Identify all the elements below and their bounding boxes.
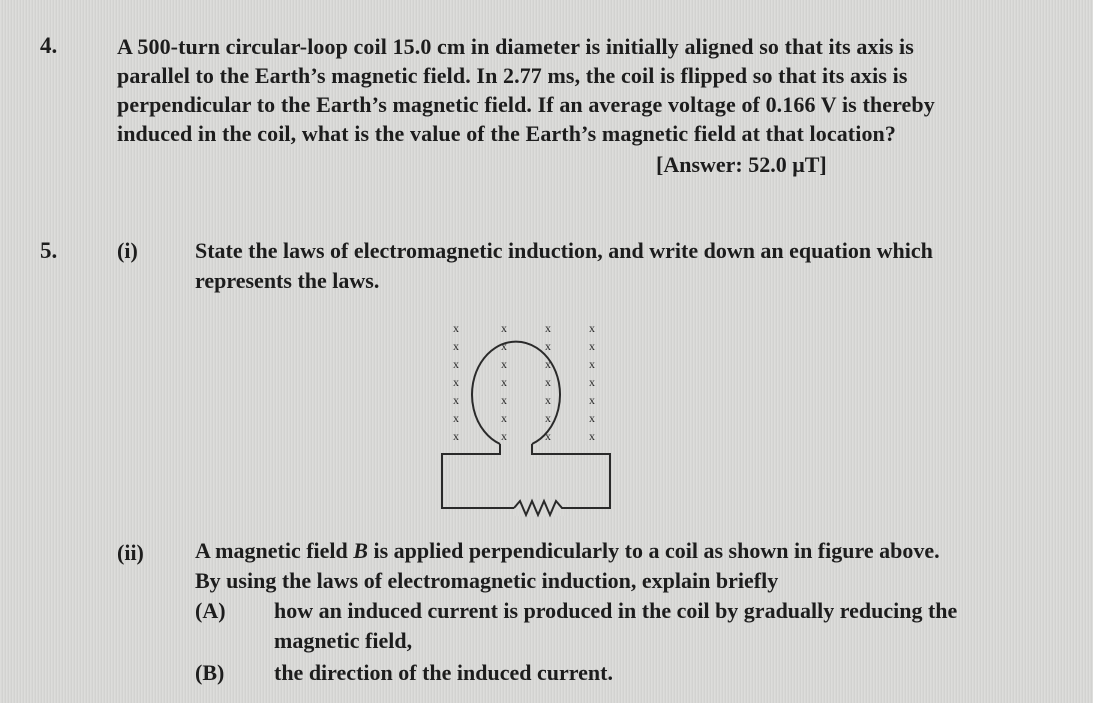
field-x-mark: x — [589, 429, 595, 443]
field-x-mark: x — [501, 429, 507, 443]
field-x-mark: x — [453, 429, 459, 443]
sub-a-line: how an induced current is produced in the coil by gradually reducing the — [274, 598, 958, 623]
field-x-mark: x — [453, 411, 459, 425]
field-x-mark: x — [589, 393, 595, 407]
field-x-mark: x — [589, 411, 595, 425]
question-4-line: perpendicular to the Earth’s magnetic field. If an average voltage of 0.166 V is thereby — [117, 92, 935, 117]
field-x-mark: x — [545, 357, 551, 371]
field-x-mark: x — [501, 321, 507, 335]
part-ii-line-1-suffix: is applied perpendicularly to a coil as shown in figure above. — [367, 538, 940, 563]
field-x-mark: x — [501, 357, 507, 371]
question-5-number: 5. — [40, 238, 58, 263]
part-ii-line-1-prefix: A magnetic field — [195, 538, 354, 563]
question-4-line: A 500-turn circular-loop coil 15.0 cm in diameter is initially aligned so that its axis is — [117, 34, 914, 59]
sub-a-label: (A) — [195, 598, 226, 623]
field-x-mark: x — [545, 429, 551, 443]
part-ii-line-1 — [195, 536, 940, 566]
question-4-line: induced in the coil, what is the value of the Earth’s magnetic field at that location? — [117, 121, 896, 146]
question-4-answer: [Answer: 52.0 μT] — [656, 152, 827, 177]
sub-a-line: magnetic field, — [274, 628, 413, 653]
part-i-line: represents the laws. — [195, 268, 380, 293]
field-x-mark: x — [545, 393, 551, 407]
field-x-mark: x — [501, 411, 507, 425]
field-x-mark: x — [589, 339, 595, 353]
field-x-mark: x — [501, 393, 507, 407]
field-x-mark: x — [453, 375, 459, 389]
field-x-mark: x — [501, 375, 507, 389]
question-4-line: parallel to the Earth’s magnetic field. In 2.77 ms, the coil is flipped so that its axis is — [117, 63, 908, 88]
field-x-mark: x — [589, 321, 595, 335]
field-x-mark: x — [545, 321, 551, 335]
field-x-mark: x — [453, 393, 459, 407]
part-ii-text — [195, 536, 940, 596]
part-i-text — [195, 236, 933, 296]
field-symbol-b: B — [353, 538, 368, 563]
field-x-mark: x — [545, 411, 551, 425]
part-i-label: (i) — [117, 238, 138, 263]
field-x-mark: x — [501, 339, 507, 353]
question-4-text — [117, 32, 935, 148]
magnetic-field-marks — [453, 321, 595, 443]
field-x-mark: x — [545, 339, 551, 353]
part-ii-line-2: By using the laws of electromagnetic induction, explain briefly — [195, 568, 779, 593]
field-x-mark: x — [453, 357, 459, 371]
field-x-mark: x — [453, 321, 459, 335]
sub-b-label: (B) — [195, 660, 225, 685]
field-x-mark: x — [453, 339, 459, 353]
part-ii-label: (ii) — [117, 540, 144, 565]
field-x-mark: x — [545, 375, 551, 389]
question-4-number: 4. — [40, 33, 58, 58]
field-x-mark: x — [589, 357, 595, 371]
sub-b-line: the direction of the induced current. — [274, 660, 613, 685]
sub-a-text — [274, 596, 957, 656]
sub-b-text — [274, 658, 613, 688]
coil-field-figure — [430, 318, 630, 523]
field-x-mark: x — [589, 375, 595, 389]
part-i-line: State the laws of electromagnetic induction, and write down an equation which — [195, 238, 933, 263]
circuit-wire — [442, 444, 610, 508]
